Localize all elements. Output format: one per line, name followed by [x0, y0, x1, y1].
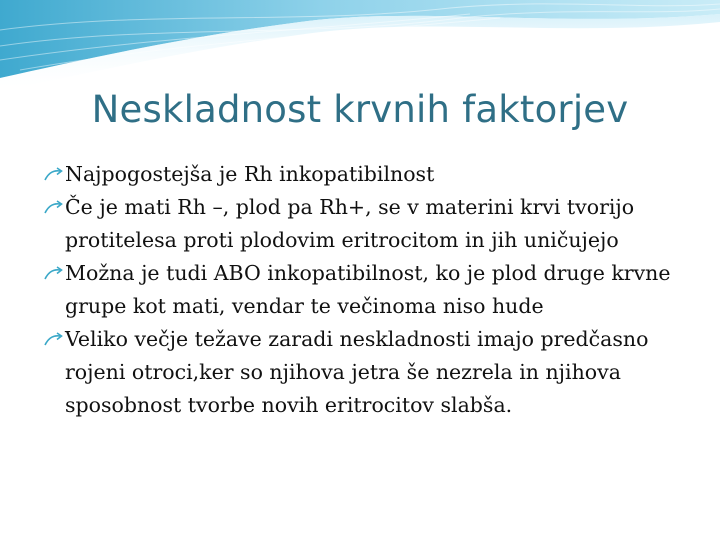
slide-title: Neskladnost krvnih faktorjev [91, 88, 629, 131]
arrow-bullet-icon [44, 266, 63, 281]
bullet-list [44, 158, 694, 422]
arrow-bullet-icon [44, 200, 63, 215]
bullet-text: Veliko večje težave zaradi neskladnosti imajo predčasno rojeni otroci,ker so njihova jetra še nezrela in njihova sposobnost tvorbe novih eritrocitov slabša. [65, 327, 649, 417]
bullet-item [44, 323, 694, 422]
bullet-item [44, 158, 694, 191]
bullet-text: Če je mati Rh –, plod pa Rh+, se v materini krvi tvorijo protitelesa proti plodovim eritrocitom in jih uničujejo [65, 195, 635, 252]
arrow-bullet-icon [44, 167, 63, 182]
bullet-item [44, 257, 694, 323]
arrow-bullet-icon [44, 332, 63, 347]
bullet-text: Najpogostejša je Rh inkopatibilnost [65, 162, 435, 186]
bullet-text: Možna je tudi ABO inkopatibilnost, ko je plod druge krvne grupe kot mati, vendar te večinoma niso hude [65, 261, 671, 318]
bullet-item [44, 191, 694, 257]
